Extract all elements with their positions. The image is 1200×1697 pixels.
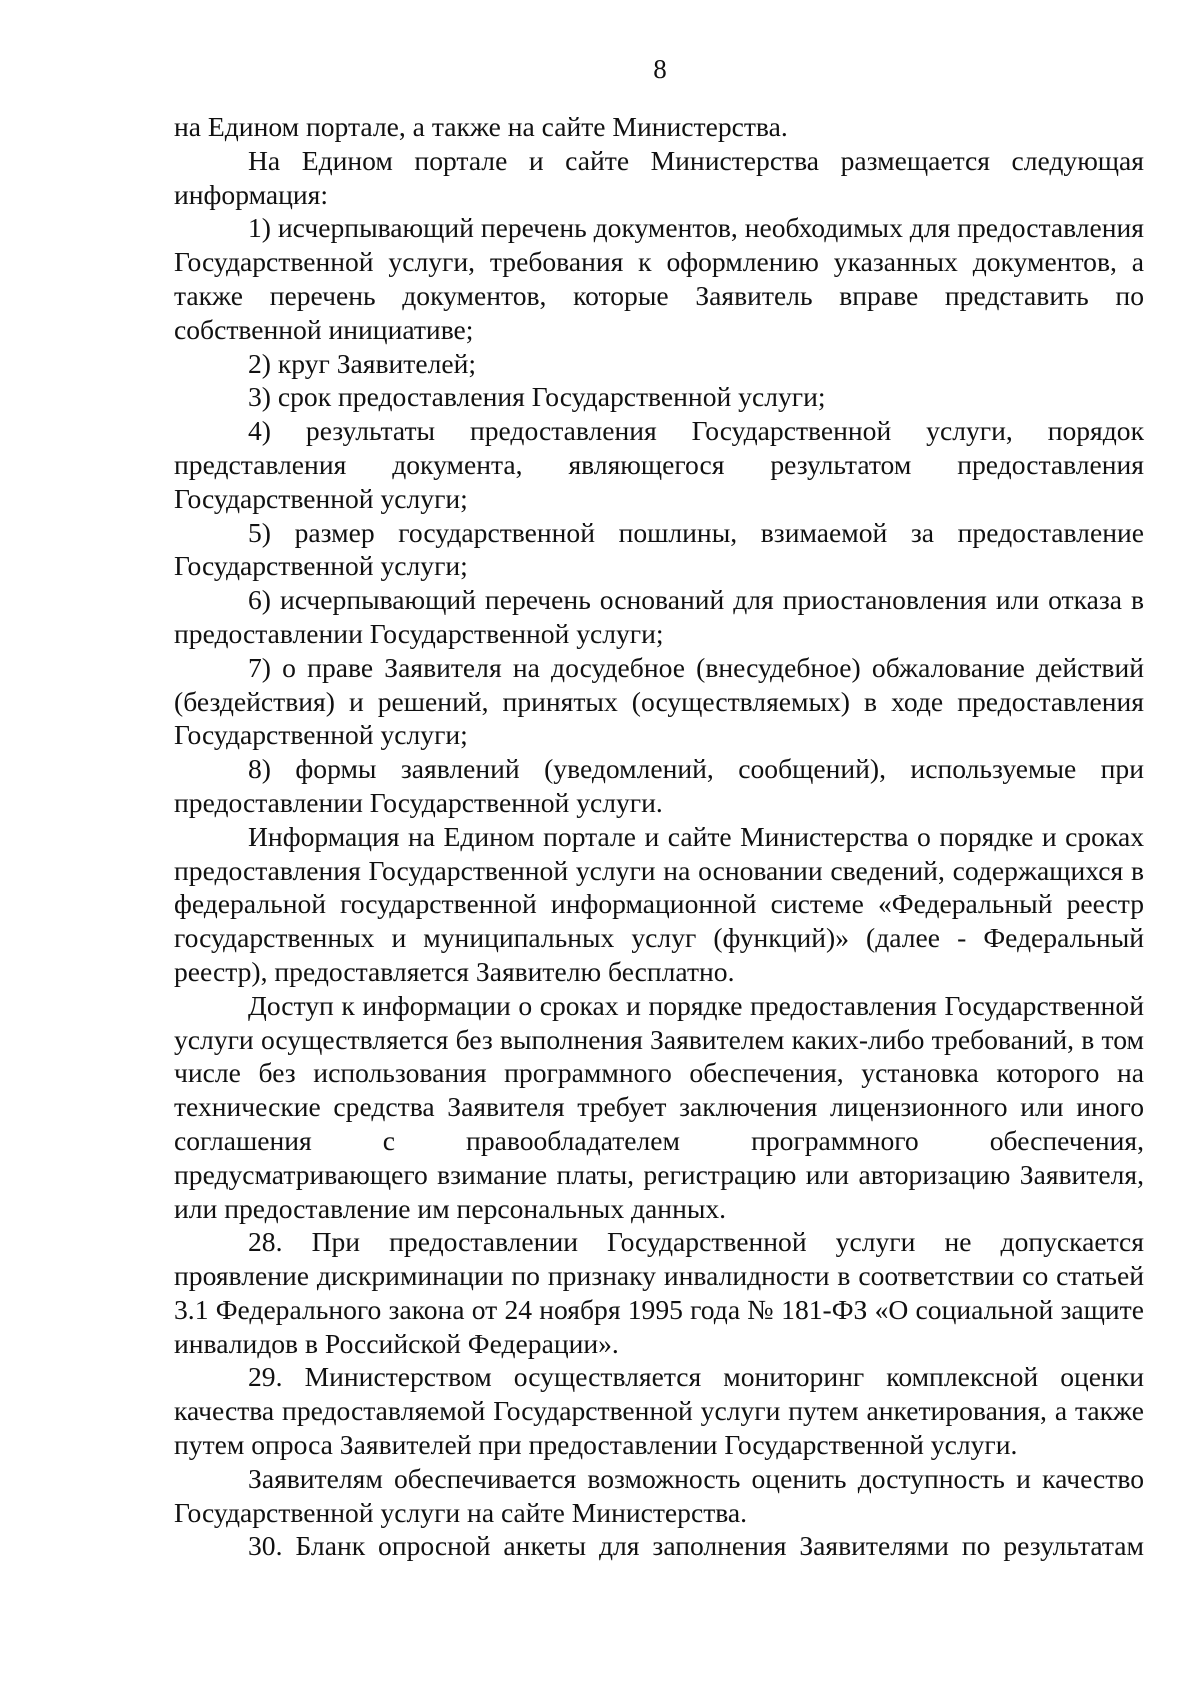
paragraph: 29. Министерством осуществляется мониторинг комплексной оценки качества предоставляемой Государственной услуги путем анкетирования, а также путем опроса Заявителей при предоставлении Государственной услуги. [174, 1361, 1144, 1461]
paragraph: 1) исчерпывающий перечень документов, необходимых для предоставления Государственной услуги, требования к оформлению указанных документов, а также перечень документов, которые Заявитель вправе представить по собственной инициативе; [174, 212, 1144, 345]
paragraph: 6) исчерпывающий перечень оснований для приостановления или отказа в предоставлении Государственной услуги; [174, 584, 1144, 649]
paragraph: Доступ к информации о сроках и порядке предоставления Государственной услуги осуществляется без выполнения Заявителем каких-либо требований, в том числе без использования программного обеспечения, установка которого на технические средства Заявителя требует заключения лицензионного или иного соглашения с правообладателем программного обеспечения, предусматривающего взимание платы, регистрацию или авторизацию Заявителя, или предоставление им персональных данных. [174, 989, 1144, 1224]
paragraph: 8) формы заявлений (уведомлений, сообщений), используемые при предоставлении Государственной услуги. [174, 753, 1144, 818]
paragraph: 7) о праве Заявителя на досудебное (внесудебное) обжалование действий (бездействия) и решений, принятых (осуществляемых) в ходе предоставления Государственной услуги; [174, 651, 1144, 751]
paragraph: 30. Бланк опросной анкеты для заполнения Заявителями по результатам [248, 1530, 1144, 1562]
paragraph: Информация на Едином портале и сайте Министерства о порядке и сроках предоставления Государственной услуги на основании сведений, содержащихся в федеральной государственной информационной системе «Федеральный реестр государственных и муниципальных услуг (функций)» (далее - Федеральный реестр), предоставляется Заявителю бесплатно. [174, 820, 1144, 987]
paragraph: 28. При предоставлении Государственной услуги не допускается проявление дискриминации по признаку инвалидности в соответствии со статьей 3.1 Федерального закона от 24 ноября 1995 года № 181-ФЗ «О социальной защите инвалидов в Российской Федерации». [174, 1226, 1144, 1359]
paragraph: 2) круг Заявителей; [248, 347, 477, 379]
document-body [174, 110, 1144, 1563]
paragraph: На Едином портале и сайте Министерства размещается следующая информация: [174, 144, 1144, 210]
paragraph: на Едином портале, а также на сайте Министерства. [174, 111, 788, 142]
paragraph: Заявителям обеспечивается возможность оценить доступность и качество Государственной услуги на сайте Министерства. [174, 1462, 1144, 1528]
paragraph: 5) размер государственной пошлины, взимаемой за предоставление Государственной услуги; [174, 516, 1144, 582]
paragraph: 3) срок предоставления Государственной услуги; [248, 381, 826, 413]
paragraph: 4) результаты предоставления Государственной услуги, порядок представления документа, являющегося результатом предоставления Государственной услуги; [174, 415, 1144, 514]
page-number: 8 [653, 54, 667, 84]
